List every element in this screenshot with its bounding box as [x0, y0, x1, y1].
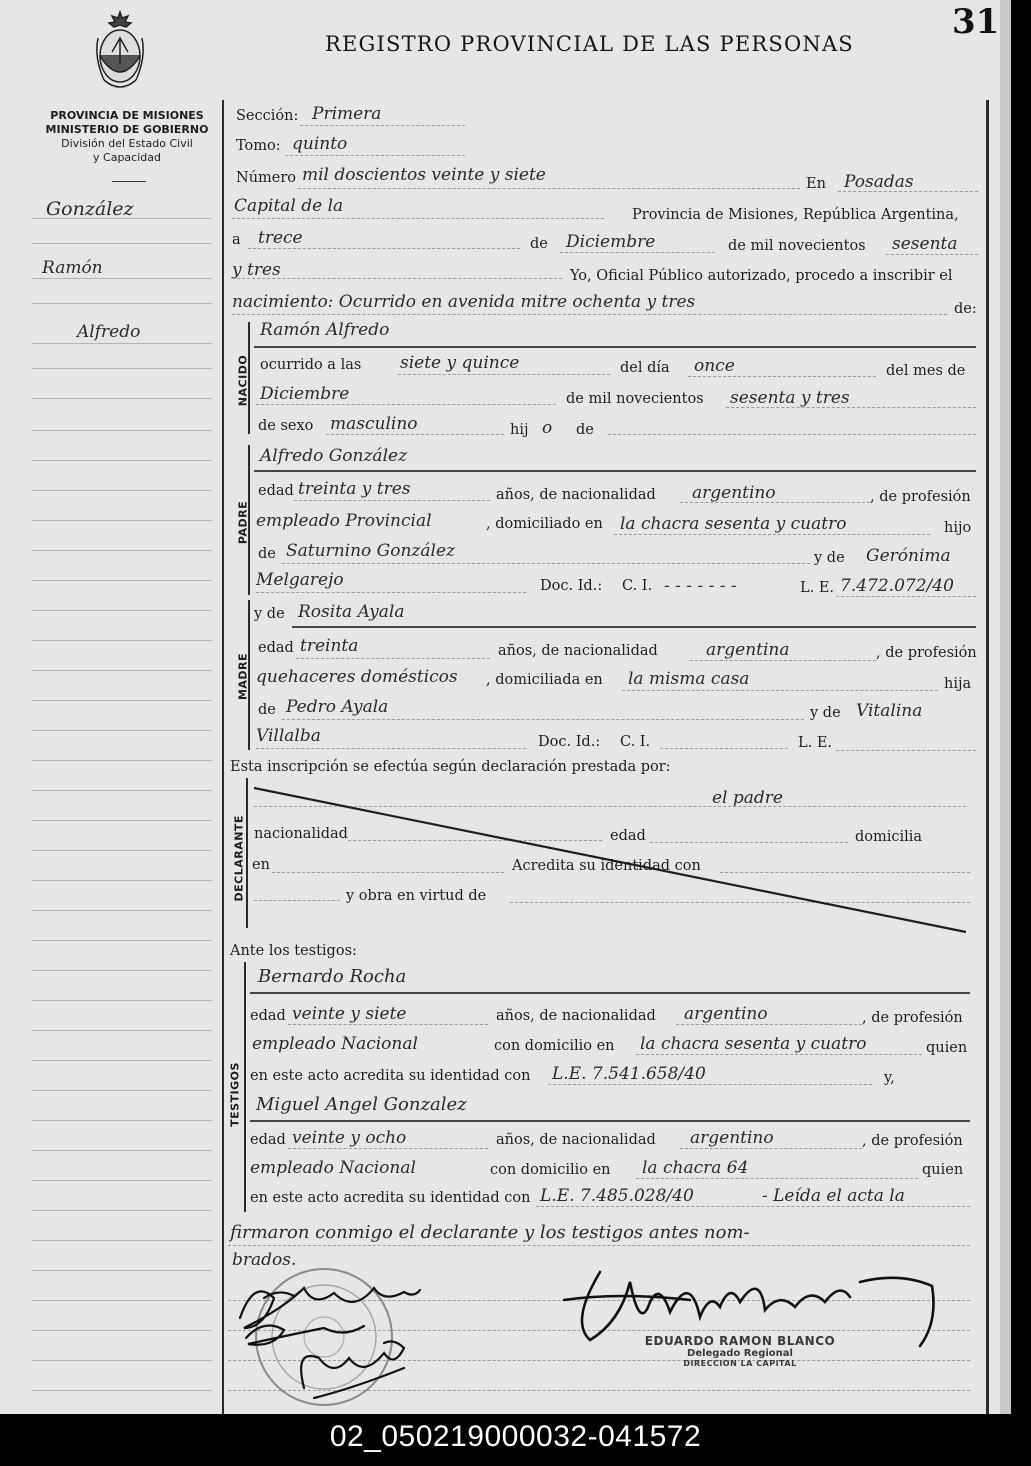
testigo-2-name-line [250, 1120, 970, 1122]
mes-nacido-line [256, 404, 556, 405]
testigo-1-doc-line [548, 1084, 872, 1085]
padre-de-label: de [258, 546, 276, 562]
testigo-1-profesion-label: , de profesión [862, 1010, 963, 1026]
padre-padre-de-line [282, 563, 810, 564]
testigo-2-edad: veinte y ocho [292, 1128, 407, 1148]
sexo-value: masculino [330, 414, 418, 434]
madre-nacionalidad-line [690, 660, 876, 661]
testigo-1-domicilio: la chacra sesenta y cuatro [640, 1034, 867, 1054]
hijo-value: o [542, 418, 553, 438]
testigo-2-nacionalidad-line [680, 1148, 862, 1149]
madre-name-line [292, 626, 976, 628]
a-label: a [232, 232, 241, 248]
declaracion-text: Esta inscripción se efectúa según declaración prestada por: [230, 759, 671, 775]
madre-y-de-label: y de [254, 606, 285, 622]
testigo-2-domicilio: la chacra 64 [642, 1158, 749, 1178]
testigo-y-label: y, [884, 1070, 895, 1086]
capital-line [232, 218, 604, 219]
padre-madre-de: Gerónima [866, 546, 951, 566]
brados-text: brados. [232, 1250, 297, 1270]
testigo-2-edad-line [288, 1148, 488, 1149]
declarante-domicilia-label: domicilia [855, 829, 923, 845]
madre-y-de2-label: y de [810, 705, 841, 721]
padre-profesion-label: , de profesión [870, 489, 971, 505]
declarante-en-label: en [252, 857, 270, 873]
main-right-border [986, 100, 989, 1414]
madre-ci-label: C. I. [620, 734, 651, 750]
ministry-label: MINISTERIO DE GOBIERNO [45, 123, 209, 136]
page-title: REGISTRO PROVINCIAL DE LAS PERSONAS [325, 32, 854, 56]
anio-value-2: y tres [232, 260, 281, 280]
testigo-2-domicilio-label: con domicilio en [490, 1162, 611, 1178]
hora-line [398, 374, 610, 375]
mes-line [560, 252, 715, 253]
anio-line-2 [232, 278, 562, 279]
testigo-1-domicilio-label: con domicilio en [494, 1038, 615, 1054]
testigo-1-nacionalidad-label: años, de nacionalidad [496, 1008, 656, 1024]
del-mes-label: del mes de [886, 363, 966, 379]
sidebar-given-2: Alfredo [77, 322, 141, 342]
testigo-2-doc: L.E. 7.485.028/40 [540, 1186, 694, 1206]
madre-domicilio-line [622, 690, 938, 691]
madre-padre-de-line [282, 719, 804, 720]
testigo-2-quien-label: quien [922, 1162, 964, 1178]
provincia-text: Provincia de Misiones, República Argentina, [632, 207, 959, 223]
nacido-section-label: NACIDO [236, 354, 250, 407]
padre-edad-label: edad [258, 483, 294, 499]
testigo-2-profesion-label: , de profesión [862, 1133, 963, 1149]
declarante-nacionalidad-label: nacionalidad [254, 826, 348, 842]
sidebar-divider [112, 181, 146, 182]
declarante-edad-label: edad [610, 828, 646, 844]
ante-testigos-label: Ante los testigos: [230, 943, 357, 959]
testigo-2-name: Miguel Angel Gonzalez [256, 1094, 467, 1115]
coat-of-arms-icon [92, 8, 148, 94]
madre-domicilio-value: la misma casa [628, 669, 750, 689]
hijo-line [608, 434, 976, 435]
madre-madre-de-2-line [256, 748, 526, 749]
seccion-value: Primera [312, 104, 382, 124]
testigo-1-edad-label: edad [250, 1008, 286, 1024]
hijo-label: hij [510, 422, 529, 438]
madre-ci-line [660, 748, 788, 749]
officer-stamp-name: EDUARDO RAMON BLANCO [644, 1334, 836, 1348]
nacido-name-line [254, 346, 976, 348]
padre-le-label: L. E. [800, 580, 835, 596]
mes-nacido-value: Diciembre [260, 384, 350, 404]
padre-domicilio-label: , domiciliado en [486, 516, 603, 532]
division-label: División del Estado Civil [61, 137, 193, 150]
madre-le-line [836, 750, 976, 751]
madre-edad-line [296, 658, 490, 659]
testigo-1-name: Bernardo Rocha [258, 966, 407, 987]
madre-edad-label: edad [258, 640, 294, 656]
madre-section-label: MADRE [236, 652, 250, 701]
anio-nacido-label: de mil novecientos [566, 391, 704, 407]
madre-domicilio-label: , domiciliada en [486, 672, 603, 688]
document-code-footer: 02_050219000032-041572 [0, 1414, 1031, 1466]
seccion-label: Sección: [236, 108, 299, 124]
padre-profesion-value: empleado Provincial [256, 511, 432, 531]
numero-line [298, 188, 800, 189]
nacido-de-label: de [576, 422, 594, 438]
padre-y-de-label: y de [814, 550, 845, 566]
nacimiento-value: nacimiento: Ocurrido en avenida mitre ochenta y tres [232, 292, 696, 312]
testigo-1-edad-line [288, 1024, 488, 1025]
padre-domicilio-line [614, 534, 930, 535]
dia-value: trece [258, 228, 303, 248]
numero-label: Número [236, 170, 297, 186]
testigo-1-nacionalidad: argentino [684, 1004, 768, 1024]
padre-edad-value: treinta y tres [298, 479, 411, 499]
nacido-name: Ramón Alfredo [260, 320, 390, 340]
page-number: 31 [952, 2, 1000, 42]
padre-nacionalidad-value: argentino [692, 483, 776, 503]
testigos-section-label: TESTIGOS [228, 1062, 242, 1127]
anio-line-1 [886, 254, 978, 255]
madre-de-label: de [258, 702, 276, 718]
testigo-1-quien-label: quien [926, 1040, 968, 1056]
madre-profesion-label: , de profesión [876, 645, 977, 661]
padre-nacionalidad-line [680, 502, 870, 503]
testigo-1-domicilio-line [636, 1054, 922, 1055]
madre-name: Rosita Ayala [298, 602, 405, 622]
declaracion-value: el padre [712, 788, 783, 808]
padre-madre-de-2-line [256, 592, 526, 593]
sexo-label: de sexo [258, 418, 314, 434]
madre-profesion-value: quehaceres domésticos [256, 667, 458, 687]
tomo-value: quinto [292, 134, 348, 154]
padre-le-line [836, 596, 976, 597]
madre-le-label: L. E. [798, 735, 833, 751]
tomo-line [285, 155, 465, 156]
oficial-text: Yo, Oficial Público autorizado, procedo a inscribir el [570, 268, 953, 284]
padre-ci-label: C. I. [622, 578, 653, 594]
leida-text: - Leída el acta la [762, 1186, 905, 1206]
sexo-line [326, 434, 504, 435]
padre-nacionalidad-label: años, de nacionalidad [496, 487, 656, 503]
anio-nacido-value: sesenta y tres [730, 388, 850, 408]
division-label-2: y Capacidad [93, 151, 161, 164]
witness-signatures [234, 1268, 434, 1408]
dia-nacido-line [688, 376, 876, 377]
numero-value: mil doscientos veinte y siete [302, 165, 546, 185]
page-edge [1000, 0, 1011, 1414]
testigo-1-edad: veinte y siete [292, 1004, 407, 1024]
ocurrido-label: ocurrido a las [260, 357, 362, 373]
padre-padre-de: Saturnino González [286, 541, 455, 561]
madre-hija-label: hija [944, 676, 972, 692]
testigo-1-doc: L.E. 7.541.658/40 [552, 1064, 706, 1084]
padre-ci-value: - - - - - - - [664, 576, 737, 596]
madre-madre-de: Vitalina [856, 701, 923, 721]
mes-value: Diciembre [566, 232, 656, 252]
province-label: PROVINCIA DE MISIONES [50, 109, 204, 122]
declarante-bracket [246, 778, 248, 928]
padre-name: Alfredo González [260, 446, 408, 466]
anio-prefix: de mil novecientos [728, 238, 866, 254]
de-colon: de: [954, 301, 977, 317]
padre-edad-line [294, 500, 490, 501]
firmaron-line [228, 1245, 970, 1246]
dia-nacido-value: once [694, 356, 735, 376]
testigo-2-acredita-label: en este acto acredita su identidad con [250, 1190, 531, 1206]
declarante-strike-line [252, 786, 970, 936]
padre-doc-label: Doc. Id.: [540, 578, 603, 594]
padre-le-value: 7.472.072/40 [840, 576, 954, 596]
firmaron-text: firmaron conmigo el declarante y los testigos antes nom- [230, 1222, 750, 1243]
anio-nacido-line [726, 407, 976, 408]
testigos-bracket [244, 962, 246, 1212]
en-label: En [806, 176, 826, 192]
sidebar-given-1: Ramón [42, 258, 103, 278]
nacimiento-line [232, 314, 947, 315]
en-line [838, 191, 978, 192]
del-dia-label: del día [620, 360, 670, 376]
madre-nacionalidad-label: años, de nacionalidad [498, 643, 658, 659]
testigo-2-doc-line [536, 1206, 970, 1207]
testigo-2-edad-label: edad [250, 1132, 286, 1148]
officer-stamp-office: DIRECCION LA CAPITAL [683, 1359, 797, 1368]
en-value: Posadas [844, 172, 914, 192]
madre-edad-value: treinta [300, 636, 359, 656]
testigo-1-name-line [250, 992, 970, 994]
declarante-section-label: DECLARANTE [232, 815, 246, 902]
dia-line [248, 248, 520, 249]
seccion-line [300, 125, 465, 126]
de-label: de [530, 236, 548, 252]
testigo-2-profesion: empleado Nacional [250, 1158, 416, 1178]
declarante-acredita-label: Acredita su identidad con [512, 858, 701, 874]
testigo-1-profesion: empleado Nacional [252, 1034, 418, 1054]
anio-value-1: sesenta [892, 234, 958, 254]
padre-section-label: PADRE [236, 500, 250, 545]
padre-name-line [254, 470, 976, 472]
madre-madre-de-2: Villalba [256, 726, 321, 746]
padre-hijo-label: hijo [944, 520, 972, 536]
padre-madre-de-2: Melgarejo [256, 570, 344, 590]
main-left-border [222, 100, 224, 1414]
madre-nacionalidad-value: argentina [706, 640, 790, 660]
madre-doc-label: Doc. Id.: [538, 734, 601, 750]
madre-padre-de: Pedro Ayala [286, 697, 389, 717]
declarante-obra-label: y obra en virtud de [346, 888, 487, 904]
hora-value: siete y quince [400, 353, 520, 373]
testigo-1-acredita-label: en este acto acredita su identidad con [250, 1068, 531, 1084]
testigo-2-domicilio-line [636, 1178, 918, 1179]
officer-stamp [640, 1334, 840, 1368]
capital-value: Capital de la [234, 196, 344, 216]
testigo-2-nacionalidad: argentino [690, 1128, 774, 1148]
testigo-2-nacionalidad-label: años, de nacionalidad [496, 1132, 656, 1148]
officer-stamp-role: Delegado Regional [687, 1348, 793, 1359]
sidebar-header [32, 109, 222, 165]
tomo-label: Tomo: [236, 138, 281, 154]
padre-domicilio-value: la chacra sesenta y cuatro [620, 514, 847, 534]
testigo-1-nacionalidad-line [676, 1024, 862, 1025]
sidebar-surname: González [46, 198, 134, 220]
